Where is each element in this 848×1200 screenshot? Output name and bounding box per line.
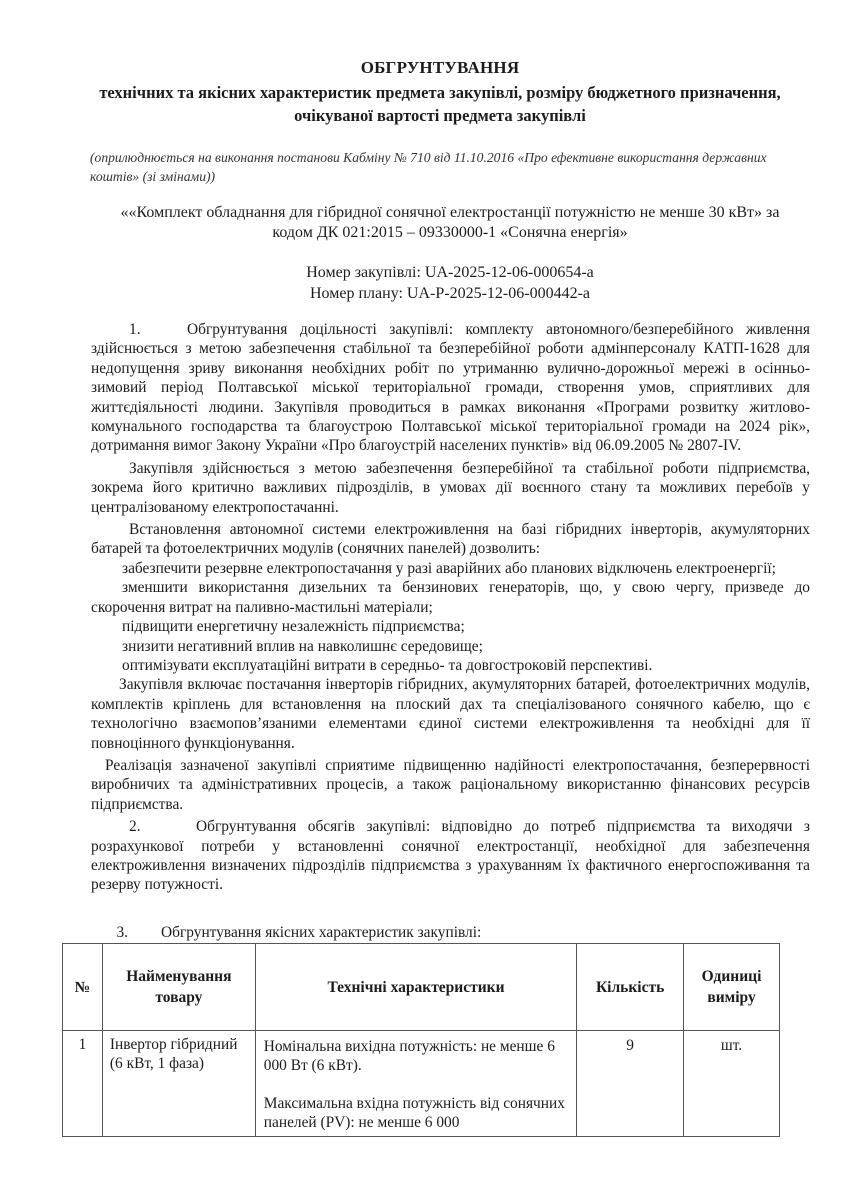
section-1-number: 1. [129, 321, 141, 338]
row-unit: шт. [684, 1031, 780, 1137]
section-3-text: Обгрунтування якісних характеристик закупівлі: [161, 924, 482, 941]
header-product-name: Найменування товару [102, 944, 255, 1031]
paragraph-purpose: Закупівля здійснюється з метою забезпечення безперебійної та стабільної роботи підприємства, зокрема його критично важливих підрозділів, в умовах дії воєнного стану та можливих перебоїв у централізованому електропостачанні. [91, 459, 810, 516]
section-1 [91, 320, 810, 456]
row-product-name: Інвертор гібридний (6 кВт, 1 фаза) [102, 1031, 255, 1137]
spec-nominal-power: Номінальна вихідна потужність: не менше 6 000 Вт (6 кВт). [263, 1038, 555, 1074]
section-2-text: Обгрунтування обсягів закупівлі: відповідно до потреб підприємства та виходячи з розрахункової потреби у встановленні сонячної електростанції, необхідної для забезпечення електроживлення визначених підрозділів підприємства з урахуванням їх фактичного енергоспоживання та резерву потужності. [91, 818, 810, 894]
section-2-number: 2. [129, 818, 141, 836]
row-technical-specs [255, 1031, 576, 1137]
procurement-identifiers [85, 262, 815, 304]
header-technical-specs: Технічні характеристики [255, 944, 576, 1031]
row-number: 1 [63, 1031, 103, 1137]
header-number: № [63, 944, 103, 1031]
document-subtitle [60, 81, 820, 127]
benefit-item: підвищити енергетичну незалежність підприємства; [122, 618, 465, 636]
specifications-table [62, 943, 780, 1137]
plan-number: Номер плану: UA-P-2025-12-06-000442-a [310, 285, 590, 302]
procurement-subject [85, 203, 815, 243]
paragraph-scope: Закупівля включає постачання інверторів гібридних, акумуляторних батарей, фотоелектричних модулів, комплектів кріплень для встановлення на плоский дах та спеціалізованого сонячного кабелю, що є технологічно взаємопов’язаними елементами єдиної системи електроживлення та необхідні для її повноцінного функціонування. [91, 676, 810, 752]
procurement-number: Номер закупівлі: UA-2025-12-06-000654-a [306, 264, 594, 281]
header-unit: Одиниці виміру [684, 944, 780, 1031]
paragraph-outcome: Реалізація зазначеної закупівлі сприятиме підвищенню надійності електропостачання, безперервності виробничих та адміністративних процесів, а також раціональному використанню фінансових ресурсів підприємства. [91, 756, 810, 813]
subject-line-2: кодом ДК 021:2015 – 09330000-1 «Сонячна енергія» [272, 224, 628, 241]
subtitle-line-1: технічних та якісних характеристик предмета закупівлі, розміру бюджетного призначення, [99, 83, 781, 102]
document-body [91, 320, 810, 895]
section-3-number: 3. [116, 924, 128, 941]
benefit-item: забезпечити резервне електропостачання у разі аварійних або планових відключень електроенергії; [122, 559, 776, 577]
subject-line-1: ««Комплект обладнання для гібридної сонячної електростанції потужністю не менше 30 кВт» за [120, 204, 780, 221]
benefit-item: зменшити використання дизельних та бензинових генераторів, що, у свою чергу, призведе до скорочення витрат на паливно-мастильні матеріали; [91, 579, 810, 616]
document-title: ОБГРУНТУВАННЯ [360, 58, 520, 77]
header-quantity: Кількість [577, 944, 684, 1031]
publication-note: (оприлюднюється на виконання постанови Кабміну № 710 від 11.10.2016 «Про ефективне використання державних коштів» (зі змінами)) [90, 150, 767, 184]
section-1-text: Обгрунтування доцільності закупівлі: комплекту автономного/безперебійного живлення здійснюється з метою забезпечення стабільної та безперебійної роботи адмінперсоналу КАТП-1628 для недопущення зриву виконання необхідних робіт по утриманню вулично-дорожньої мережі в осінньо-зимовий період Полтавської міської територіальної громади, створення умов, сприятливих для життєдіяльності людини. Закупівля проводиться в рамках виконання «Програми розвитку житлово-комунального господарства та благоустрою Полтавської міської територіальної громади на 2024 рік», дотримання вимог Закону України «Про благоустрій населених пунктів» від 06.09.2005 № 2807-IV. [91, 321, 810, 455]
subtitle-line-2: очікуваної вартості предмета закупівлі [294, 106, 586, 125]
section-2 [91, 817, 810, 895]
row-quantity: 9 [577, 1031, 684, 1137]
paragraph-system: Встановлення автономної системи електроживлення на базі гібридних інверторів, акумуляторних батарей та фотоелектричних модулів (сонячних панелей) дозволить: [91, 521, 810, 558]
spec-max-pv-input: Максимальна вхідна потужність від сонячних панелей (PV): не менше 6 000 [263, 1095, 565, 1131]
benefit-item: оптимізувати експлуатаційні витрати в середньо- та довгостроковій перспективі. [122, 656, 653, 674]
section-3 [91, 924, 481, 942]
benefit-item: знизити негативний вплив на навколишнє середовище; [122, 637, 483, 655]
table-row [63, 1031, 780, 1137]
table-header-row [63, 944, 780, 1031]
